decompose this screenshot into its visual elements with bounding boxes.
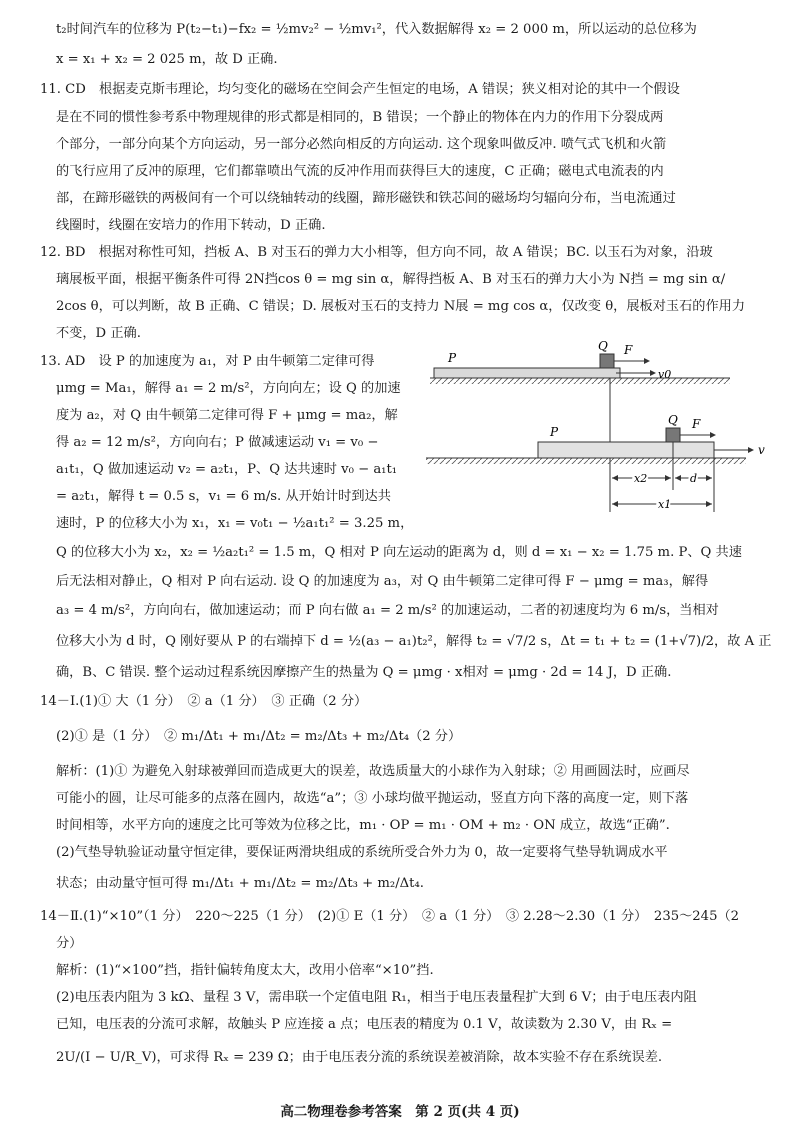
text-line: (2)气垫导轨验证动量守恒定律，要保证两滑块组成的系统所受合外力为 0，故一定要将气垫导轨调成水平 <box>56 845 668 860</box>
block-slide-figure <box>420 340 780 520</box>
block-q-top <box>600 354 614 368</box>
answer-11-title: 11. CD 根据麦克斯韦理论，均匀变化的磁场在空间会产生恒定的电场，A 错误；狭义相对论的其中一个假设 <box>40 82 680 97</box>
text-line: 2cos θ，可以判断，故 B 正确、C 错误；D. 展板对玉石的支持力 N展 = mg cos α，仅改变 θ，展板对玉石的作用力 <box>56 299 746 314</box>
text-line: μmg = Ma₁，解得 a₁ = 2 m/s²，方向向左；设 Q 的加速 <box>56 381 401 396</box>
velocity-arrowhead-bottom <box>748 447 754 453</box>
text-line: (2)电压表内阻为 3 kΩ、量程 3 V，需串联一个定值电阻 R₁，相当于电压表量程扩大到 6 V；由于电压表内阻 <box>56 990 697 1005</box>
text-line: 分） <box>56 936 83 951</box>
top-scene <box>430 340 730 384</box>
text-line: 可能小的圆，让尽可能多的点落在圆内，故选“a”；③ 小球均做平抛运动，竖直方向下落的高度一定，则下落 <box>56 791 689 806</box>
label-f-top: F <box>624 343 633 357</box>
label-x1: x1 <box>658 498 672 511</box>
label-d: d <box>690 472 698 485</box>
label-q-top: Q <box>598 340 608 353</box>
label-p-bottom: P <box>550 425 559 439</box>
text-line: a₁t₁，Q 做加速运动 v₂ = a₂t₁，P、Q 达共速时 v₀ − a₁t₁ <box>56 462 398 477</box>
answer-14-1-title: 14－Ⅰ.(1)① 大（1 分） ② a（1 分） ③ 正确（2 分） <box>40 694 368 709</box>
answer-13-title: 13. AD 设 P 的加速度为 a₁，对 P 由牛顿第二定律可得 <box>40 354 375 369</box>
dim-d-left-head <box>675 475 681 481</box>
text-line: a₃ = 4 m/s²，方向向右，做加速运动；而 P 向右做 a₁ = 2 m/s² 的加速运动，二者的初速度均为 6 m/s，当相对 <box>56 603 719 618</box>
label-p-top: P <box>448 351 457 365</box>
text-line: Q 的位移大小为 x₂，x₂ = ½a₂t₁² = 1.5 m，Q 相对 P 向左运动的距离为 d，则 d = x₁ − x₂ = 1.75 m. P、Q 共速 <box>56 545 742 560</box>
answer-14-2-title: 14－Ⅱ.(1)“×10”（1 分） 220～225（1 分） (2)① E（1 分） ② a（1 分） ③ 2.28～2.30（1 分） 235～245（2 <box>40 909 740 924</box>
ground-hatch-top <box>430 378 730 384</box>
velocity-arrowhead-top <box>650 370 656 376</box>
dim-x2-left-head <box>612 475 618 481</box>
page-footer: 高二物理卷参考答案 第 2 页(共 4 页) <box>280 1104 520 1120</box>
text-line: = a₂t₁，解得 t = 0.5 s，v₁ = 6 m/s. 从开始计时到达共 <box>56 489 391 504</box>
text-line: 速时，P 的位移大小为 x₁，x₁ = v₀t₁ − ½a₁t₁² = 3.25 m， <box>56 516 414 531</box>
label-x2: x2 <box>634 472 648 485</box>
force-arrowhead-top <box>644 358 650 364</box>
text-line: 2U/(I − U/R_V)，可求得 Rₓ = 239 Ω；由于电压表分流的系统误差被消除，故本实验不存在系统误差. <box>56 1050 663 1065</box>
text-line: 璃展板平面，根据平衡条件可得 2N挡cos θ = mg sin α，解得挡板 A、B 对玉石的弹力大小为 N挡 = mg sin α/ <box>56 272 726 287</box>
text-line: 已知，电压表的分流可求解，故触头 P 应连接 a 点；电压表的精度为 0.1 V，故读数为 2.30 V，由 Rₓ = <box>56 1017 673 1032</box>
text-line: 线圈时，线圈在安培力的作用下转动，D 正确. <box>56 218 326 233</box>
text-line: 得 a₂ = 12 m/s²，方向向右；P 做减速运动 v₁ = v₀ − <box>56 435 379 450</box>
block-q-bottom <box>666 428 680 442</box>
text-line: 解析：(1)“×100”挡，指针偏转角度太大，改用小倍率“×10”挡. <box>56 963 434 978</box>
bottom-scene <box>426 413 765 512</box>
text-line: x = x₁ + x₂ = 2 025 m，故 D 正确. <box>56 52 278 67</box>
plate-p-top <box>434 368 620 378</box>
label-v: v <box>758 443 765 457</box>
text-line: 是在不同的惯性参考系中物理规律的形式都是相同的，B 错误；一个静止的物体在内力的作用下分裂成两 <box>56 110 664 125</box>
text-line: 个部分，一部分向某个方向运动，另一部分必然向相反的方向运动. 这个现象叫做反冲. 喷气式飞机和火箭 <box>56 137 667 152</box>
text-line: t₂时间汽车的位移为 P(t₂−t₁)−fx₂ = ½mv₂² − ½mv₁²，代入数据解得 x₂ = 2 000 m，所以运动的总位移为 <box>56 22 697 37</box>
text-line: 确，B、C 错误. 整个运动过程系统因摩擦产生的热量为 Q = μmg · x相对 = μmg · 2d = 14 J，D 正确. <box>56 665 672 680</box>
text-line: 后无法相对静止，Q 相对 P 向右运动. 设 Q 的加速度为 a₃，对 Q 由牛顿第二定律可得 F − μmg = ma₃，解得 <box>56 574 709 589</box>
dim-x1-left-head <box>612 501 618 507</box>
text-line: 解析：(1)① 为避免入射球被弹回而造成更大的误差，故选质量大的小球作为入射球；② 用画圆法时，应画尽 <box>56 764 690 779</box>
text-line: 时间相等，水平方向的速度之比可等效为位移之比，m₁ · OP = m₁ · OM + m₂ · ON 成立，故选“正确”. <box>56 818 670 833</box>
ground-hatch-bottom <box>426 458 746 464</box>
force-arrowhead-bottom <box>710 432 716 438</box>
dim-x1-right-head <box>706 501 712 507</box>
label-f-bottom: F <box>692 417 701 431</box>
text-line: 度为 a₂，对 Q 由牛顿第二定律可得 F + μmg = ma₂，解 <box>56 408 398 423</box>
text-line: (2)① 是（1 分） ② m₁/Δt₁ + m₁/Δt₂ = m₂/Δt₃ + m₂/Δt₄（2 分） <box>56 729 462 744</box>
text-line: 部，在蹄形磁铁的两极间有一个可以绕轴转动的线圈，蹄形磁铁和铁芯间的磁场均匀辐向分布，当电流通过 <box>56 191 676 206</box>
text-line: 状态；由动量守恒可得 m₁/Δt₁ + m₁/Δt₂ = m₂/Δt₃ + m₂/Δt₄. <box>56 876 424 891</box>
answer-12-title: 12. BD 根据对称性可知，挡板 A、B 对玉石的弹力大小相等，但方向不同，故 A 错误；BC. 以玉石为对象，沿玻 <box>40 245 713 260</box>
text-line: 位移大小为 d 时，Q 刚好要从 P 的右端掉下 d = ½(a₃ − a₁)t₂²，解得 t₂ = √7/2 s，Δt = t₁ + t₂ = (1+√7)/2，故 A 正 <box>56 634 772 649</box>
text-line: 的飞行应用了反冲的原理，它们都靠喷出气流的反冲作用而获得巨大的速度，C 正确；磁电式电流表的内 <box>56 164 664 179</box>
text-line: 不变，D 正确. <box>56 326 141 341</box>
label-q-bottom: Q <box>668 413 678 427</box>
dim-d-right-head <box>706 475 712 481</box>
dim-x2-right-head <box>665 475 671 481</box>
label-v0: v0 <box>658 368 672 381</box>
plate-p-bottom <box>538 442 714 458</box>
